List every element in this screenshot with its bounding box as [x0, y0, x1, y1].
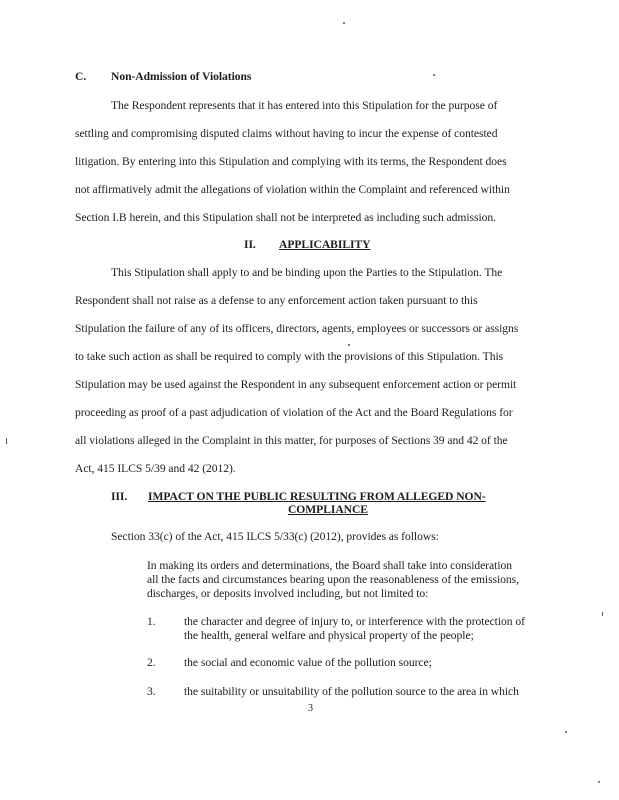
section-ii-heading: APPLICABILITY [279, 238, 371, 251]
section-c-letter: C. [75, 70, 87, 83]
section-c-line-2: settling and compromising disputed claims without having to incur the expense of contested [75, 127, 498, 140]
section-ii-number: II. [244, 238, 256, 251]
quote-line-2: all the facts and circumstances bearing upon the reasonableness of the emissions, [147, 573, 519, 586]
scan-speck [598, 781, 600, 783]
scan-speck [6, 438, 7, 444]
page-number: 3 [308, 703, 313, 714]
item-3-line-1: the suitability or unsuitability of the pollution source to the area in which [184, 685, 519, 698]
section-ii-line-4: to take such action as shall be required to comply with the provisions of this Stipulation. This [75, 350, 504, 363]
scan-speck [343, 22, 345, 24]
quote-line-1: In making its orders and determinations, the Board shall take into consideration [147, 559, 512, 572]
section-c-line-4: not affirmatively admit the allegations of violation within the Complaint and referenced within [75, 183, 510, 196]
scan-speck [348, 344, 350, 346]
section-iii-number: III. [111, 490, 128, 503]
item-2-line-1: the social and economic value of the pollution source; [184, 656, 432, 669]
section-ii-line-3: Stipulation the failure of any of its officers, directors, agents, employees or successors or assigns [75, 322, 519, 335]
section-c-line-3: litigation. By entering into this Stipulation and complying with its terms, the Respondent does [75, 155, 507, 168]
item-1-number: 1. [147, 615, 156, 628]
section-iii-heading-line-2: COMPLIANCE [287, 503, 368, 516]
scan-speck [433, 74, 435, 76]
item-2-number: 2. [147, 656, 156, 669]
section-ii-line-2: Respondent shall not raise as a defense to any enforcement action taken pursuant to this [75, 294, 478, 307]
scan-speck [565, 731, 567, 733]
section-iii-heading-line-1: IMPACT ON THE PUBLIC RESULTING FROM ALLEGED NON- [148, 490, 486, 503]
item-3-number: 3. [147, 685, 156, 698]
section-c-heading: Non-Admission of Violations [111, 70, 252, 83]
section-c-line-1: The Respondent represents that it has entered into this Stipulation for the purpose of [111, 99, 498, 112]
section-iii-intro: Section 33(c) of the Act, 415 ILCS 5/33(c) (2012), provides as follows: [111, 530, 439, 543]
section-ii-line-1: This Stipulation shall apply to and be binding upon the Parties to the Stipulation. The [111, 266, 503, 279]
section-ii-line-5: Stipulation may be used against the Respondent in any subsequent enforcement action or permit [75, 378, 517, 391]
scan-speck [602, 612, 603, 616]
section-ii-line-7: all violations alleged in the Complaint in this matter, for purposes of Sections 39 and 42 of the [75, 434, 508, 447]
item-1-line-2: the health, general welfare and physical property of the people; [184, 629, 474, 642]
item-1-line-1: the character and degree of injury to, or interference with the protection of [184, 615, 525, 628]
section-ii-line-8: Act, 415 ILCS 5/39 and 42 (2012). [75, 462, 236, 475]
section-ii-line-6: proceeding as proof of a past adjudication of violation of the Act and the Board Regulations for [75, 406, 513, 419]
quote-line-3: discharges, or deposits involved including, but not limited to: [147, 587, 429, 600]
section-c-line-5: Section I.B herein, and this Stipulation shall not be interpreted as including such admission. [75, 211, 496, 224]
